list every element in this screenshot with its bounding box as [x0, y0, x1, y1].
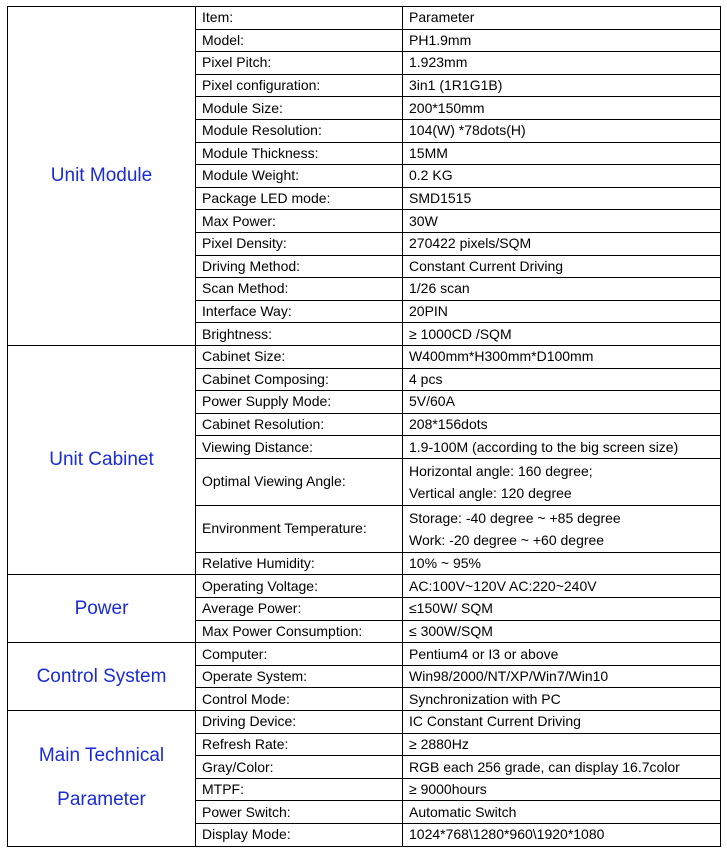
spec-value-line: 270422 pixels/SQM — [409, 235, 532, 252]
spec-value — [403, 665, 721, 688]
spec-value-line: Work: -20 degree ~ +60 degree — [409, 531, 605, 548]
spec-label: Cabinet Size: — [196, 345, 403, 368]
spec-value — [403, 620, 721, 643]
spec-value — [403, 801, 721, 824]
spec-label: Module Resolution: — [196, 119, 403, 142]
spec-label: Model: — [196, 29, 403, 52]
spec-label: Item: — [196, 7, 403, 30]
spec-label: Display Mode: — [196, 824, 403, 847]
spec-value-line: ≤ 300W/SQM — [409, 622, 493, 639]
spec-value — [403, 142, 721, 165]
section-group-label — [8, 711, 196, 847]
spec-label: Module Size: — [196, 97, 403, 120]
spec-value — [403, 778, 721, 801]
spec-label: Operating Voltage: — [196, 575, 403, 598]
spec-value — [403, 391, 721, 414]
section-group-label — [8, 345, 196, 575]
table-row — [8, 7, 721, 30]
section-group-line: Unit Module — [50, 164, 153, 186]
spec-label: Control Mode: — [196, 688, 403, 711]
spec-value — [403, 505, 721, 552]
spec-label: Average Power: — [196, 598, 403, 621]
spec-label: Package LED mode: — [196, 187, 403, 210]
spec-value-line: SMD1515 — [409, 190, 472, 207]
spec-label: Power Switch: — [196, 801, 403, 824]
spec-label: Power Supply Mode: — [196, 391, 403, 414]
section-group-line: Parameter — [57, 789, 146, 811]
spec-value-line: 1.923mm — [409, 54, 468, 71]
spec-label: Computer: — [196, 643, 403, 666]
table-row — [8, 643, 721, 666]
spec-value-line: RGB each 256 grade, can display 16.7color — [409, 758, 680, 775]
spec-label: Cabinet Composing: — [196, 368, 403, 391]
table-row — [8, 575, 721, 598]
spec-value-line: ≥ 9000hours — [409, 781, 487, 798]
spec-label: Driving Device: — [196, 711, 403, 734]
section-group-label — [8, 575, 196, 643]
spec-value-line: ≥ 2880Hz — [409, 735, 469, 752]
section-group-line: Control System — [36, 665, 167, 687]
spec-label: Environment Temperature: — [196, 505, 403, 552]
spec-value-line: 30W — [409, 212, 438, 229]
spec-value — [403, 824, 721, 847]
spec-value — [403, 733, 721, 756]
spec-value — [403, 232, 721, 255]
spec-value — [403, 458, 721, 505]
spec-value-line: Storage: -40 degree ~ +85 degree — [409, 509, 621, 526]
spec-value — [403, 52, 721, 75]
spec-label: Driving Method: — [196, 255, 403, 278]
spec-value-line: ≤150W/ SQM — [409, 600, 493, 617]
table-row — [8, 345, 721, 368]
spec-value-line: AC:100V~120V AC:220~240V — [409, 577, 597, 594]
section-group-label — [8, 643, 196, 711]
spec-value — [403, 413, 721, 436]
table-row — [8, 711, 721, 734]
spec-value-line: Automatic Switch — [409, 803, 517, 820]
spec-value — [403, 300, 721, 323]
spec-value — [403, 119, 721, 142]
spec-value-line: 1.9-100M (according to the big screen size) — [409, 438, 679, 455]
spec-value-line: 5V/60A — [409, 393, 455, 410]
spec-value-line: 1/26 scan — [409, 280, 470, 297]
spec-value-line: 200*150mm — [409, 99, 485, 116]
spec-label: Optimal Viewing Angle: — [196, 458, 403, 505]
spec-value — [403, 97, 721, 120]
section-group-line: Unit Cabinet — [49, 449, 154, 471]
spec-label: Pixel Density: — [196, 232, 403, 255]
spec-value — [403, 756, 721, 779]
spec-label: Max Power Consumption: — [196, 620, 403, 643]
spec-label: Operate System: — [196, 665, 403, 688]
spec-table-body — [8, 7, 721, 847]
spec-value — [403, 711, 721, 734]
spec-value-line: 104(W) *78dots(H) — [409, 122, 526, 139]
spec-value — [403, 187, 721, 210]
spec-value — [403, 278, 721, 301]
spec-value — [403, 368, 721, 391]
spec-value-line: 1024*768\1280*960\1920*1080 — [409, 826, 605, 843]
spec-label: Cabinet Resolution: — [196, 413, 403, 436]
spec-label: Module Thickness: — [196, 142, 403, 165]
spec-label: Scan Method: — [196, 278, 403, 301]
spec-value-line: 20PIN — [409, 303, 448, 320]
spec-value — [403, 210, 721, 233]
spec-value — [403, 323, 721, 346]
spec-value-line: 0.2 KG — [409, 167, 453, 184]
spec-value — [403, 345, 721, 368]
spec-value — [403, 688, 721, 711]
spec-value-line: 15MM — [409, 144, 448, 161]
spec-value-line: 4 pcs — [409, 370, 443, 387]
spec-label: Gray/Color: — [196, 756, 403, 779]
spec-value — [403, 165, 721, 188]
spec-label: Pixel Pitch: — [196, 52, 403, 75]
spec-label: Viewing Distance: — [196, 436, 403, 459]
section-group-line: Main Technical — [38, 745, 165, 767]
spec-label: MTPF: — [196, 778, 403, 801]
spec-table — [7, 6, 721, 847]
spec-value-line: Horizontal angle: 160 degree; — [409, 462, 593, 479]
section-group-label — [8, 7, 196, 346]
spec-value — [403, 552, 721, 575]
spec-value-line: Vertical angle: 120 degree — [409, 484, 572, 501]
spec-label: Pixel configuration: — [196, 74, 403, 97]
spec-value-line: 10% ~ 95% — [409, 555, 481, 572]
spec-value-line: 208*156dots — [409, 415, 488, 432]
spec-label: Relative Humidity: — [196, 552, 403, 575]
spec-label: Refresh Rate: — [196, 733, 403, 756]
spec-label: Brightness: — [196, 323, 403, 346]
spec-label: Module Weight: — [196, 165, 403, 188]
spec-value — [403, 255, 721, 278]
spec-value — [403, 436, 721, 459]
spec-value — [403, 598, 721, 621]
spec-value-line: Win98/2000/NT/XP/Win7/Win10 — [409, 668, 609, 685]
spec-value-line: Constant Current Driving — [409, 257, 564, 274]
spec-value-line: Parameter — [409, 9, 475, 26]
spec-value — [403, 29, 721, 52]
spec-label: Max Power: — [196, 210, 403, 233]
spec-value — [403, 7, 721, 30]
spec-value — [403, 74, 721, 97]
spec-value-line: 3in1 (1R1G1B) — [409, 77, 503, 94]
section-group-line: Power — [74, 597, 129, 619]
spec-value-line: ≥ 1000CD /SQM — [409, 325, 512, 342]
spec-value — [403, 575, 721, 598]
spec-value-line: IC Constant Current Driving — [409, 713, 581, 730]
spec-value-line: PH1.9mm — [409, 31, 472, 48]
spec-value-line: Synchronization with PC — [409, 690, 561, 707]
spec-label: Interface Way: — [196, 300, 403, 323]
spec-value — [403, 643, 721, 666]
spec-value-line: W400mm*H300mm*D100mm — [409, 348, 594, 365]
spec-value-line: Pentium4 or I3 or above — [409, 645, 559, 662]
